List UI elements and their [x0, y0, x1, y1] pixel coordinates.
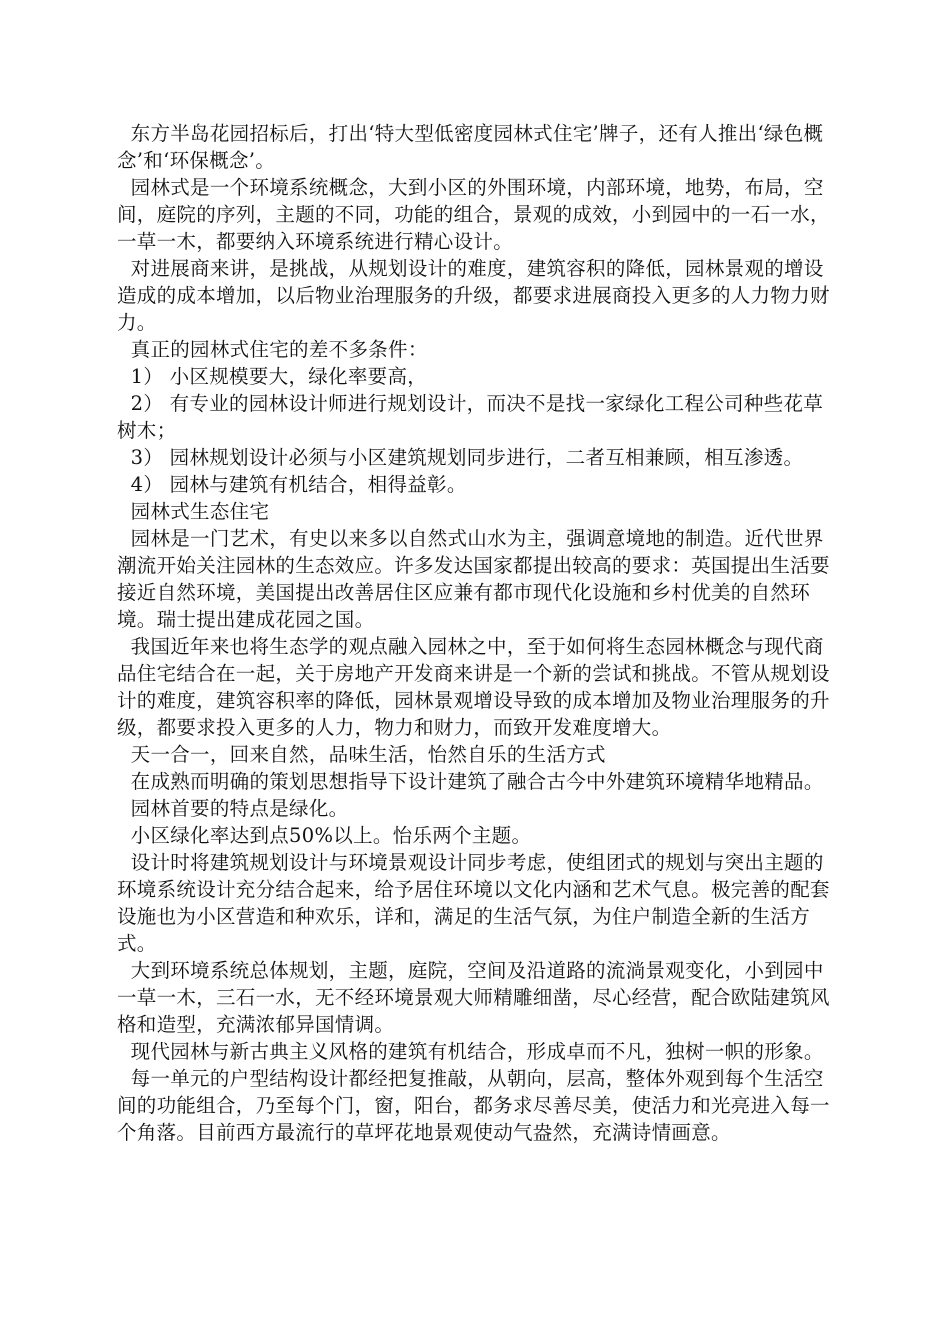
paragraph-intro: 东方半岛花园招标后，打出‘特大型低密度园林式住宅’牌子，还有人推出‘绿色概念’和‘环保概念’。	[117, 122, 824, 172]
paragraph-planning-thought: 在成熟而明确的策划思想指导下设计建筑了融合古今中外建筑环境精华地精品。	[130, 770, 824, 793]
list-item-2: 2） 有专业的园林设计师进行规划设计，而决不是找一家绿化工程公司种些花草树木；	[117, 392, 824, 442]
paragraph-developer-challenge: 对进展商来讲，是挑战，从规划设计的难度，建筑容积的降低，园林景观的增设造成的成本增加，以后物业治理服务的升级，都要求进展商投入更多的人力物力财力。	[117, 257, 830, 334]
paragraph-garden-art: 园林是一门艺术，有史以来多以自然式山水为主，强调意境地的制造。近代世界潮流开始关注园林的生态效应。许多发达国家都提出较高的要求：英国提出生活要接近自然环境，美国提出改善居住区应兼有都市现代化设施和乡村优美的自然环境。瑞士提出建成花园之国。	[117, 527, 830, 631]
list-item-3: 3） 园林规划设计必须与小区建筑规划同步进行，二者互相兼顾，相互渗透。	[130, 446, 804, 469]
paragraph-unit-design: 每一单元的户型结构设计都经把复推敲，从朝向，层高，整体外观到每个生活空间的功能组合，乃至每个门，窗，阳台，都务求尽善尽美，使活力和光亮进入每一个角落。目前西方最流行的草坪花地景观使动气盎然，充满诗情画意。	[117, 1067, 830, 1144]
paragraph-garden-concept: 园林式是一个环境系统概念，大到小区的外围环境，内部环境，地势，布局，空间，庭院的序列，主题的不同，功能的组合，景观的成效，小到园中的一石一水，一草一木，都要纳入环境系统进行精心设计。	[117, 176, 830, 253]
list-item-1: 1） 小区规模要大，绿化率要高，	[130, 365, 428, 388]
paragraph-greening-rate: 小区绿化率达到点50%以上。怡乐两个主题。	[130, 824, 532, 847]
paragraph-design-sync: 设计时将建筑规划设计与环境景观设计同步考虑，使组团式的规划与突出主题的环境系统设计充分结合起来，给予居住环境以文化内涵和艺术气息。极完善的配套设施也为小区营造和种欢乐，详和，满足的生活气氛，为住户制造全新的生活方式。	[117, 851, 830, 955]
list-item-4: 4） 园林与建筑有机结合，相得益彰。	[130, 473, 467, 496]
paragraph-conditions-heading: 真正的园林式住宅的差不多条件：	[130, 338, 428, 361]
paragraph-china-ecology: 我国近年来也将生态学的观点融入园林之中，至于如何将生态园林概念与现代商品住宅结合在一起，关于房地产开发商来讲是一个新的尝试和挑战。不管从规划设计的难度，建筑容积率的降低，园林景观增设导致的成本增加及物业治理服务的升级，都要求投入更多的人力，物力和财力，而致开发难度增大。	[117, 635, 830, 739]
paragraph-neoclassical: 现代园林与新古典主义风格的建筑有机结合，形成卓而不凡，独树一帜的形象。	[130, 1040, 824, 1063]
paragraph-lifestyle-slogan: 天一合一，回来自然，品味生活，怡然自乐的生活方式	[130, 743, 606, 766]
section-heading-eco-housing: 园林式生态住宅	[130, 500, 270, 523]
paragraph-greening-feature: 园林首要的特点是绿化。	[130, 797, 349, 820]
document-body	[117, 120, 831, 1146]
paragraph-environment-planning: 大到环境系统总体规划，主题，庭院，空间及沿道路的流淌景观变化，小到园中一草一木，三石一水，无不经环境景观大师精雕细凿，尽心经营，配合欧陆建筑风格和造型，充满浓郁异国情调。	[117, 959, 830, 1036]
